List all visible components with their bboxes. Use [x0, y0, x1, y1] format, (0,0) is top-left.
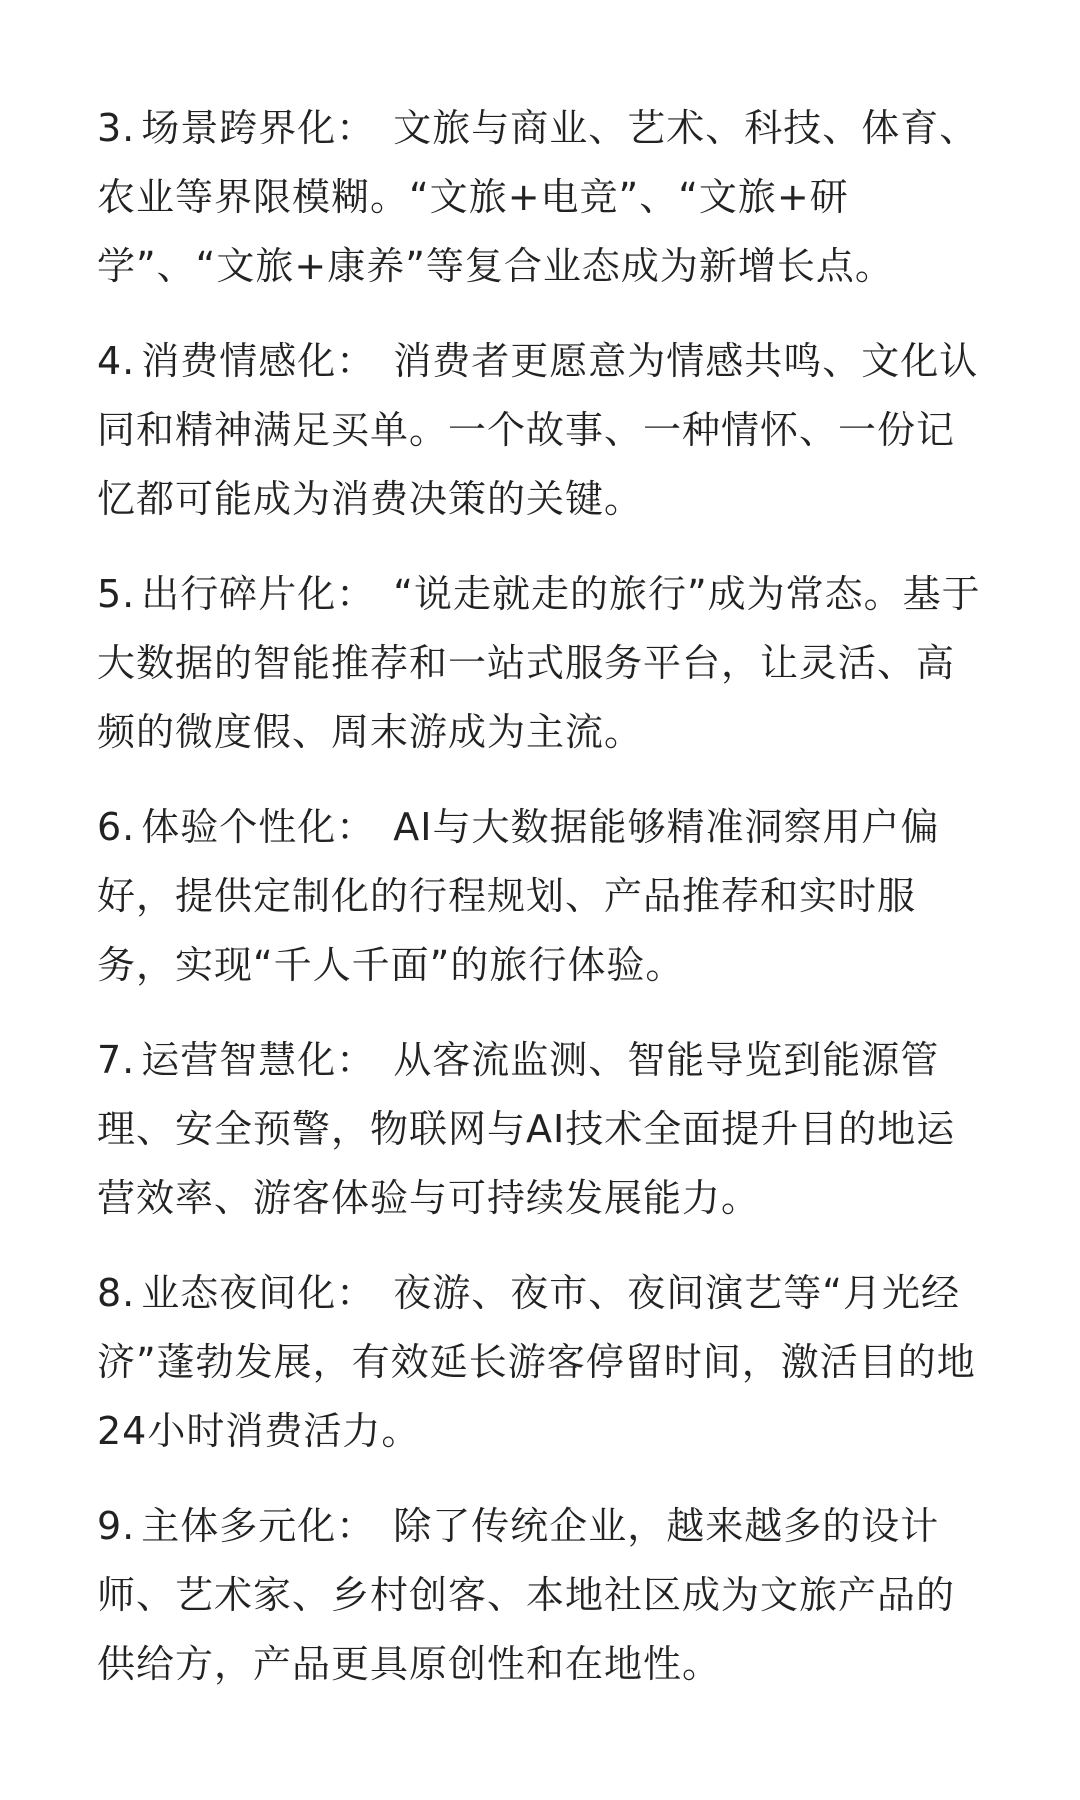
item-body: “说走就走的旅行”成为常态。基于大数据的智能推荐和一站式服务平台，让灵活、高频的微度假、周末游成为主流。 — [97, 572, 981, 754]
item-number: 3. — [97, 106, 136, 150]
item-title: 体验个性化： — [141, 805, 376, 849]
item-number: 6. — [97, 805, 136, 849]
item-body: 从客流监测、智能导览到能源管理、安全预警，物联网与AI技术全面提升目的地运营效率、游客体验与可持续发展能力。 — [97, 1038, 956, 1220]
trend-item-7 — [97, 1026, 986, 1233]
item-title: 消费情感化： — [141, 339, 376, 383]
item-body: AI与大数据能够精准洞察用户偏好，提供定制化的行程规划、产品推荐和实时服务，实现“千人千面”的旅行体验。 — [97, 805, 940, 987]
trend-item-8 — [97, 1259, 986, 1466]
item-number: 9. — [97, 1504, 136, 1548]
item-number: 4. — [97, 339, 136, 383]
item-number: 8. — [97, 1271, 136, 1315]
item-title: 业态夜间化： — [141, 1271, 376, 1315]
item-body: 文旅与商业、艺术、科技、体育、农业等界限模糊。“文旅+电竞”、“文旅+研学”、“文旅+康养”等复合业态成为新增长点。 — [97, 106, 979, 288]
item-title: 运营智慧化： — [141, 1038, 376, 1082]
item-title: 场景跨界化： — [141, 106, 376, 150]
trend-item-9 — [97, 1492, 986, 1699]
trend-item-5 — [97, 560, 986, 767]
item-body: 夜游、夜市、夜间演艺等“月光经济”蓬勃发展，有效延长游客停留时间，激活目的地24小时消费活力。 — [97, 1271, 976, 1453]
trend-item-4 — [97, 327, 986, 534]
item-number: 7. — [97, 1038, 136, 1082]
item-title: 出行碎片化： — [141, 572, 376, 616]
trend-item-3 — [97, 94, 986, 301]
item-title: 主体多元化： — [141, 1504, 376, 1548]
item-number: 5. — [97, 572, 136, 616]
item-body: 除了传统企业，越来越多的设计师、艺术家、乡村创客、本地社区成为文旅产品的供给方，产品更具原创性和在地性。 — [97, 1504, 956, 1686]
trend-item-6 — [97, 793, 986, 1000]
item-body: 消费者更愿意为情感共鸣、文化认同和精神满足买单。一个故事、一种情怀、一份记忆都可能成为消费决策的关键。 — [97, 339, 979, 521]
